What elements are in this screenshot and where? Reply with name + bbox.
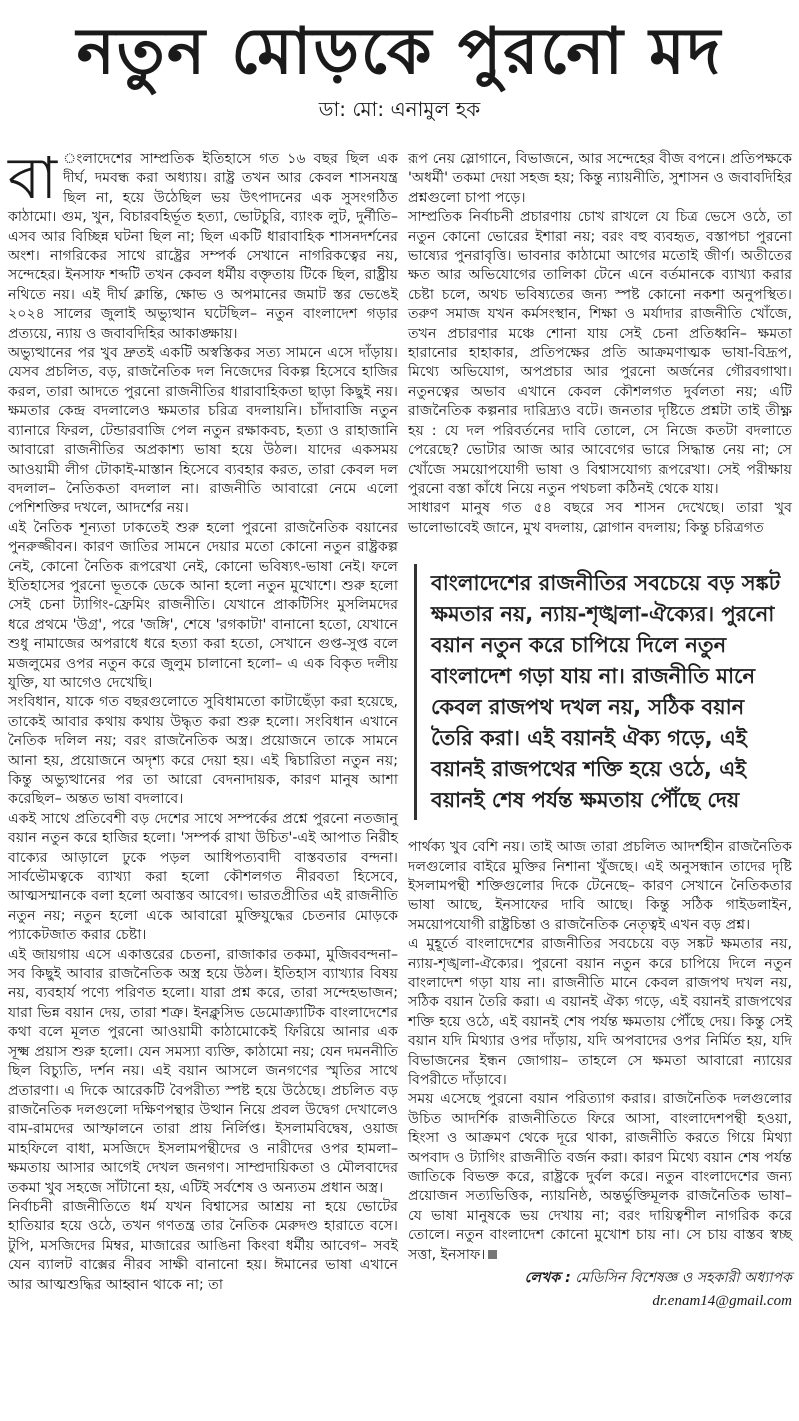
paragraph: অভ্যুত্থানের পর খুব দ্রুতই একটি অস্বস্তিকর সত্য সামনে এসে দাঁড়ায়। যেসব প্রচলিত, বড়, রাজনৈতিক দল নিজেদের বিকল্প হিসেবে হাজির করল, তারা আদতে পুরনো রাজনীতির ধারাবাহিকতা ছাড়া কিছুই নয়। ক্ষমতার কেন্দ্র বদলালেও ক্ষমতার চরিত্র বদলায়নি। চাঁদাবাজি নতুন ব্যানারে ফিরল, টেন্ডারবাজি পেল নতুন রক্ষাকবচ, হত্যা ও রাহাজানি আবারো রাজনীতির অপ্রকাশ্য ভাষা হয়ে উঠল। যাদের একসময় আওয়ামী লীগ টোকাই-মাস্তান হিসেবে ব্যবহার করত, তারা কেবল দল বদলাল– নৈতিকতা বদলাল না। রাজনীতি আবারো নেমে এলো পেশিশক্তির দখলে, আদর্শের নয়। xyxy=(8,345,398,517)
paragraph: এই নৈতিক শূন্যতা ঢাকতেই শুরু হলো পুরনো রাজনৈতিক বয়ানের পুনরুজ্জীবন। কারণ জাতির সামনে দেয়ার মতো কোনো নতুন রাষ্ট্রকল্প নেই, কোনো নৈতিক রূপরেখা নেই, কোনো ভবিষ্যৎ-ভাষা নেই। ফলে ইতিহাসের পুরনো ভূতকে ডেকে আনা হলো নতুন মুখোশে। শুরু হলো সেই চেনা ট্যাগিং-ফ্রেমিং রাজনীতি। যেখানে প্রাকটিসিং মুসলিমদের ধরে প্রথমে 'উগ্র', পরে 'জঙ্গি', শেষে 'রগকাটা' বানানো হতো, যেখানে শুধু নামাজের অপরাধে ধরে হত্যা করা হতো, সেখানে গুপ্ত-সুপ্ত বলে মজলুমের ওপর নতুন করে জুলুম চালানো হলো– এ এক বিকৃত দলীয় যুক্তি, যা আগেও দেখেছি। xyxy=(8,519,398,691)
paragraph: সাধারণ মানুষ গত ৫৪ বছরে সব শাসন দেখেছে। তারা খুব ভালোভাবেই জানে, মুখ বদলায়, স্লোগান বদলায়; কিন্তু চরিত্রগত xyxy=(408,500,792,536)
author-byline: ডা: মো: এনামুল হক xyxy=(318,97,481,121)
author-description: মেডিসিন বিশেষজ্ঞ ও সহকারী অধ্যাপক xyxy=(575,1270,792,1287)
paragraph: পার্থক্য খুব বেশি নয়। তাই আজ তারা প্রচলিত আদর্শহীন রাজনৈতিক দলগুলোর বাইরে মুক্তির নিশানা খুঁজছে। এই অনুসন্ধান তাদের দৃষ্টি ইসলামপন্থী শক্তিগুলোর দিকে টেনেছে– কারণ সেখানে নৈতিকতার ভাষা আছে, ইনসাফের দাবি আছে। কিন্তু সঠিক গাইডলাইন, সময়োপযোগী রাষ্ট্রচিন্তা ও রাজনৈতিক নেতৃত্বই এখন বড় প্রশ্ন। xyxy=(408,839,792,933)
paragraph: একই সাথে প্রতিবেশী বড় দেশের সাথে সম্পর্কের প্রশ্নে পুরনো নতজানু বয়ান নতুন করে হাজির হলো। 'সম্পর্ক রাখা উচিত'-এই আপাত নিরীহ বাক্যের আড়ালে ঢুকে পড়ল আধিপত্যবাদী বাস্তবতার বন্দনা। সার্বভৌমত্বকে ব্যাখ্যা করা হলো কৌশলগত নীরবতা হিসেবে, আত্মসম্মানকে বলা হলো অবাস্তব আবেগ। ভারতপ্রীতির এই রাজনীতি নতুন নয়; নতুন হলো একে আবারো মুক্তিযুদ্ধের চেতনার মোড়কে প্যাকেটজাত করার চেষ্টা। xyxy=(8,810,398,944)
paragraph: সাম্প্রতিক নির্বাচনী প্রচারণায় চোখ রাখলে যে চিত্র ভেসে ওঠে, তা নতুন কোনো ভোরের ইশারা নয়; বরং বহু ব্যবহৃত, বস্তাপচা পুরনো ভাষ্যের পুনরাবৃত্তি। ভাবনার কাঠামো আগের মতোই জীর্ণ। অতীতের ক্ষত আর অভিযোগের তালিকা টেনে এনে বর্তমানকে ব্যাখ্যা করার চেষ্টা চলে, অথচ ভবিষ্যতের জন্য স্পষ্ট কোনো নকশা অনুপস্থিত। তরুণ সমাজ যখন কর্মসংস্থান, শিক্ষা ও মর্যাদার রাজনীতি খোঁজে, তখন প্রচারণার মঞ্চে শোনা যায় সেই চেনা প্রতিধ্বনি– ক্ষমতা হারানোর হাহাকার, প্রতিপক্ষের প্রতি আক্রমণাত্মক ভাষা-বিদ্রূপ, মিথ্যে অভিযোগ, অপপ্রচার আর পুরনো অর্জনের গৌরবগাথা। নতুনত্বের অভাব এখানে কেবল কৌশলগত দুর্বলতা নয়; এটি রাজনৈতিক কল্পনার দারিদ্র্যও বটে। জনতার দৃষ্টিতে প্রশ্নটা তাই তীক্ষ্ণ হয় : যে দল পরিবর্তনের দাবি তোলে, সে নিজে কতটা বদলাতে পেরেছে? ভোটার আজ আর আবেগের ভারে সিদ্ধান্ত নেয় না; সে খোঁজে সময়োপযোগী ভাষা ও বিশ্বাসযোগ্য রূপরেখা। সেই পরীক্ষায় পুরনো বস্তা কাঁধে নিয়ে নতুন পথচলা কঠিনই থেকে যায়। xyxy=(408,209,792,497)
paragraph: সংবিধান, যাকে গত বছরগুলোতে সুবিধামতো কাটাছেঁড়া করা হয়েছে, তাকেই আবার কথায় কথায় উদ্ধৃত করা শুরু হলো। সংবিধান এখানে নৈতিক দলিল নয়; বরং রাজনৈতিক অস্ত্র। প্রয়োজনে তাকে সামনে আনা হয়, প্রয়োজনে অদৃশ্য করে দেয়া হয়। এই দ্বিচারিতা নতুন নয়; কিন্তু অভ্যুত্থানের পর তা আরো বেদনাদায়ক, কারণ মানুষ আশা করেছিল– অন্তত ভাষা বদলাবে। xyxy=(8,694,398,808)
paragraph: নির্বাচনী রাজনীতিতে ধর্ম যখন বিশ্বাসের আশ্রয় না হয়ে ভোটের হাতিয়ার হয়ে ওঠে, তখন গণতন্ত্র তার নৈতিক মেরুদণ্ড হারাতে বসে। টুপি, মসজিদের মিম্বর, মাজারের আঙিনা কিংবা ধর্মীয় আবেগ– সবই যেন ব্যালট বাক্সের নীরব সাক্ষী বানানো হয়। ঈমানের ভাষা এখানে আর আত্মশুদ্ধির আহ্বান থাকে না; তা xyxy=(8,1198,398,1293)
author-note xyxy=(408,1269,792,1288)
paragraph: রূপ নেয় স্লোগানে, বিভাজনে, আর সন্দেহের বীজ বপনে। প্রতিপক্ষকে 'অধর্মী' তকমা দেয়া সহজ হয়; কিন্তু ন্যায়নীতি, সুশাসন ও জবাবদিহির প্রশ্নগুলো চাপা পড়ে। xyxy=(408,151,792,206)
left-column xyxy=(8,144,398,1295)
paragraph: বা ংলাদেশের সাম্প্রতিক ইতিহাসে গত ১৬ বছর ছিল এক দীর্ঘ, দমবন্ধ করা অধ্যায়। রাষ্ট্র তখন আর কেবল শাসনযন্ত্র ছিল না, হয়ে উঠেছিল ভয় উৎপাদনের এক সুসংগঠিত কাঠামো। গুম, খুন, বিচারবহির্ভূত হত্যা, ভোটচুরি, ব্যাংক লুট, দুর্নীতি– এসব আর বিচ্ছিন্ন ঘটনা ছিল না; ছিল একটি ধারাবাহিক শাসনদর্শনের অংশ। নাগরিকের সাথে রাষ্ট্রের সম্পর্ক সেখানে নাগরিকত্বের নয়, সন্দেহের। ইনসাফ শব্দটি তখন কেবল ধর্মীয় বক্তৃতায় টিকে ছিল, রাষ্ট্রীয় নথিতে নয়। এই দীর্ঘ ক্লান্তি, ক্ষোভ ও অপমানের জমাট স্তর ভেঙেই ২০২৪ সালের জুলাই অভ্যুত্থান ঘটেছিল– নতুন বাংলাদেশ গড়ার প্রত্যয়ে, ন্যায় ও জবাবদিহির আকাঙ্ক্ষায়। xyxy=(8,144,398,342)
author-label: লেখক : xyxy=(524,1270,571,1287)
paragraph: এ মুহূর্তে বাংলাদেশের রাজনীতির সবচেয়ে বড় সঙ্কট ক্ষমতার নয়, ন্যায়-শৃঙ্খলা-ঐক্যের। পুরনো বয়ান নতুন করে চাপিয়ে দিলে নতুন বাংলাদেশ গড়া যায় না। রাজনীতি মানে কেবল রাজপথ দখল নয়, সঠিক বয়ান তৈরি করা। এ বয়ানই ঐক্য গড়ে, এই বয়ানই রাজপথের শক্তি হয়ে ওঠে, এই বয়ানই শেষ পর্যন্ত ক্ষমতায় পৌঁছে দেয়। কিন্তু সেই বয়ান যদি মিথ্যার ওপর দাঁড়ায়, যদি অপবাদের ওপর নির্মিত হয়, যদি বিভাজনের ইন্ধন জোগায়– তাহলে সে ক্ষমতা আবারো ন্যায়ের বিপরীতে দাঁড়াবে। xyxy=(408,936,792,1088)
author-email[interactable]: dr.enam14@gmail.com xyxy=(652,1293,792,1310)
drop-cap: বা xyxy=(8,144,58,212)
end-mark-icon xyxy=(488,1250,497,1259)
pull-quote: বাংলাদেশের রাজনীতির সবচেয়ে বড় সঙ্কট ক্ষমতার নয়, ন্যায়-শৃঙ্খলা-ঐক্যের। পুরনো বয়ান নতুন করে চাপিয়ে দিলে নতুন বাংলাদেশ গড়া যায় না। রাজনীতি মানে কেবল রাজপথ দখল নয়, সঠিক বয়ান তৈরি করা। এই বয়ানই ঐক্য গড়ে, এই বয়ানই রাজপথের শক্তি হয়ে ওঠে, এই বয়ানই শেষ পর্যন্ত ক্ষমতায় পৌঁছে দেয় xyxy=(414,564,792,820)
right-column xyxy=(408,150,792,1312)
article-title: নতুন মোড়কে পুরনো মদ xyxy=(76,15,723,89)
paragraph: এই জায়গায় এসে একাত্তরের চেতনা, রাজাকার তকমা, মুজিববন্দনা– সব কিছুই আবার রাজনৈতিক অস্ত্র হয়ে উঠল। ইতিহাস ব্যাখ্যার বিষয় নয়, ব্যবহার্য পণ্যে পরিণত হলো। যারা প্রশ্ন করে, তারা সন্দেহভাজন; যারা ভিন্ন বয়ান দেয়, তারা শত্রু। ইনক্লুসিভ ডেমোক্র্যাটিক বাংলাদেশের কথা বলে মূলত পুরনো আওয়ামী কাঠামোকেই ফিরিয়ে আনার এক সূক্ষ্ম প্রয়াস শুরু হলো। যেন সমস্যা ব্যক্তি, কাঠামো নয়; যেন দমননীতি ছিল বিচ্যুতি, দর্শন নয়। এই বয়ান আসলে জনগণের স্মৃতির সাথে প্রতারণা। এ দিকে আরেকটি বৈপরীত্য স্পষ্ট হয়ে উঠেছে। প্রচলিত বড় রাজনৈতিক দলগুলো দক্ষিণপন্থার উত্থান নিয়ে প্রবল উদ্বেগ দেখালেও বাম-রামদের আস্ফালনে তারা প্রায় নির্লিপ্ত। ইসলামবিদ্বেষ, ওয়াজ মাহফিলে বাধা, মসজিদে ইসলামপন্থীদের ও নারীদের ওপর হামলা– ক্ষমতায় আসার আগেই দেখল জনগণ। সাম্প্রদায়িকতা ও মৌলবাদের তকমা খুব সহজে সাঁটানো হয়, এটিই সর্বশেষ ও অন্যতম প্রধান অস্ত্র। xyxy=(8,946,398,1196)
paragraph: সময় এসেছে পুরনো বয়ান পরিত্যাগ করার। রাজনৈতিক দলগুলোর উচিত আদর্শিক রাজনীতিতে ফিরে আসা, বাংলাদেশপন্থী হওয়া, হিংসা ও আক্রমণ থেকে দূরে থাকা, রাজনীতি করতে গিয়ে মিথ্যা অপবাদ ও ট্যাগিং রাজনীতি বর্জন করা। কারণ মিথ্যে বয়ান শেষ পর্যন্ত জাতিকে বিভক্ত করে, রাষ্ট্রকে দুর্বল করে। নতুন বাংলাদেশের জন্য প্রয়োজন সত্যভিত্তিক, ন্যায়নিষ্ঠ, অন্তর্ভুক্তিমূলক রাজনৈতিক ভাষা– যে ভাষা মানুষকে ভয় দেখায় না; বরং দায়িত্বশীল নাগরিক করে তোলে। নতুন বাংলাদেশ কোনো মুখোশ চায় না। সে চায় বাস্তব স্বচ্ছ সত্তা, ইনসাফ। xyxy=(408,1091,792,1263)
